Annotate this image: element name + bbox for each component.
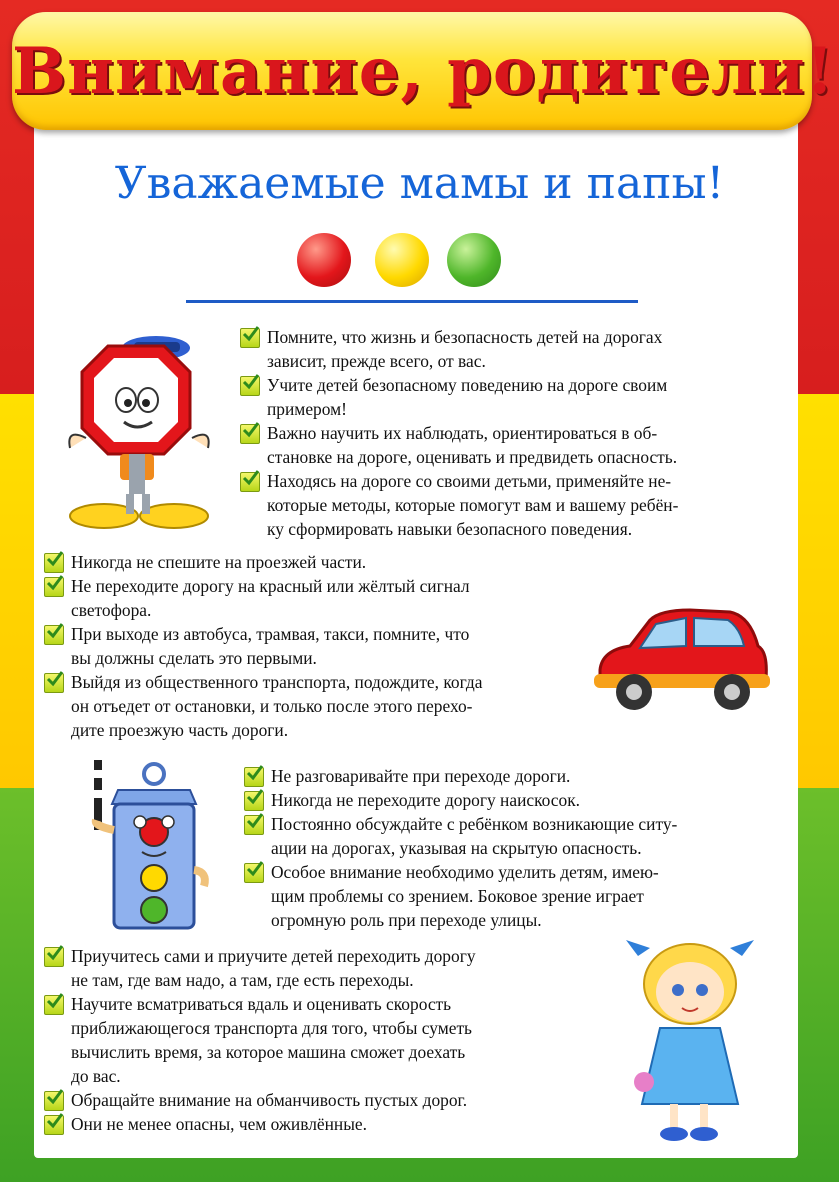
list-item	[44, 670, 584, 742]
list-item-line: щим проблемы со зрением. Боковое зрение играет	[271, 886, 644, 906]
stop-sign-character-icon	[56, 318, 226, 540]
list-item-line: которые методы, которые помогут вам и вашему ребён-	[267, 495, 679, 515]
checkmark-icon	[44, 577, 64, 597]
list-item-line: Учите детей безопасному поведению на дороге своим	[267, 375, 668, 395]
list-item-line: Особое внимание необходимо уделить детям, имею-	[271, 862, 659, 882]
list-item-line: Постоянно обсуждайте с ребёнком возникающие ситу-	[271, 814, 678, 834]
list-item-line: примером!	[267, 399, 347, 419]
list-item-line: При выходе из автобуса, трамвая, такси, помните, что	[71, 624, 470, 644]
list-item	[240, 421, 780, 469]
list-item-line: Находясь на дороге со своими детьми, применяйте не-	[267, 471, 672, 491]
list-item-line: вы должны сделать это первыми.	[71, 648, 317, 668]
checkmark-icon	[240, 328, 260, 348]
list-item	[244, 812, 774, 860]
checkmark-icon	[244, 815, 264, 835]
checkmark-icon	[244, 791, 264, 811]
list-item-line: огромную роль при переходе улицы.	[271, 910, 542, 930]
checkmark-icon	[44, 947, 64, 967]
checkmark-icon	[44, 673, 64, 693]
list-item-line: вычислить время, за которое машина сможет доехать	[71, 1042, 466, 1062]
list-item	[44, 992, 604, 1088]
list-item	[44, 1088, 604, 1112]
list-item-line: Обращайте внимание на обманчивость пустых дорог.	[71, 1090, 468, 1110]
header-banner	[12, 12, 835, 130]
list-item-line: светофора.	[71, 600, 152, 620]
list-item-line: Не разговаривайте при переходе дороги.	[271, 766, 571, 786]
list-item-line: Выйдя из общественного транспорта, подождите, когда	[71, 672, 483, 692]
list-item-line: Важно научить их наблюдать, ориентироваться в об-	[267, 423, 658, 443]
section-list	[44, 944, 604, 1136]
list-item-line: ации на дорогах, указывая на скрытую опасность.	[271, 838, 642, 858]
section-list	[240, 325, 780, 541]
list-item	[44, 622, 584, 670]
checkmark-icon	[44, 625, 64, 645]
list-item-line: приближающегося транспорта для того, чтобы суметь	[71, 1018, 472, 1038]
traffic-light-character-icon	[84, 760, 214, 942]
list-item-line: до вас.	[71, 1066, 121, 1086]
list-item-line: Никогда не спешите на проезжей части.	[71, 552, 367, 572]
checkmark-icon	[244, 863, 264, 883]
list-item-line: ку сформировать навыки безопасного поведения.	[267, 519, 633, 539]
checkmark-icon	[244, 767, 264, 787]
section-list	[44, 550, 584, 742]
yellow-light-icon	[375, 233, 429, 287]
list-item	[244, 860, 774, 932]
list-item	[44, 574, 584, 622]
checkmark-icon	[240, 424, 260, 444]
list-item-line: не там, где вам надо, а там, где есть переходы.	[71, 970, 414, 990]
list-item	[240, 325, 780, 373]
list-item	[44, 1112, 604, 1136]
list-item-line: Не переходите дорогу на красный или жёлтый сигнал	[71, 576, 470, 596]
subtitle: Уважаемые мамы и папы!	[114, 158, 725, 209]
list-item-line: зависит, прежде всего, от вас.	[267, 351, 486, 371]
girl-character-icon	[620, 932, 758, 1146]
checkmark-icon	[44, 995, 64, 1015]
list-item	[244, 764, 774, 788]
list-item	[44, 550, 584, 574]
red-car-icon	[590, 600, 770, 718]
list-item-line: Они не менее опасны, чем оживлённые.	[71, 1114, 367, 1134]
checkmark-icon	[44, 1115, 64, 1135]
green-light-icon	[447, 233, 501, 287]
list-item-line: дите проезжую часть дороги.	[71, 720, 289, 740]
list-item	[240, 469, 780, 541]
checkmark-icon	[44, 1091, 64, 1111]
list-item-line: становке на дороге, оценивать и предвидеть опасность.	[267, 447, 678, 467]
checkmark-icon	[240, 472, 260, 492]
list-item	[244, 788, 774, 812]
divider	[186, 300, 638, 303]
list-item-line: Никогда не переходите дорогу наискосок.	[271, 790, 581, 810]
checkmark-icon	[240, 376, 260, 396]
list-item-line: он отъедет от остановки, и только после этого перехо-	[71, 696, 473, 716]
section-list	[244, 764, 774, 932]
checkmark-icon	[44, 553, 64, 573]
list-item-line: Приучитесь сами и приучите детей переходить дорогу	[71, 946, 476, 966]
list-item	[44, 944, 604, 992]
red-light-icon	[297, 233, 351, 287]
list-item-line: Научите всматриваться вдаль и оценивать скорость	[71, 994, 452, 1014]
page-title: Внимание, родители!	[12, 34, 835, 109]
list-item	[240, 373, 780, 421]
list-item-line: Помните, что жизнь и безопасность детей на дорогах	[267, 327, 663, 347]
traffic-lights-row	[297, 233, 507, 287]
